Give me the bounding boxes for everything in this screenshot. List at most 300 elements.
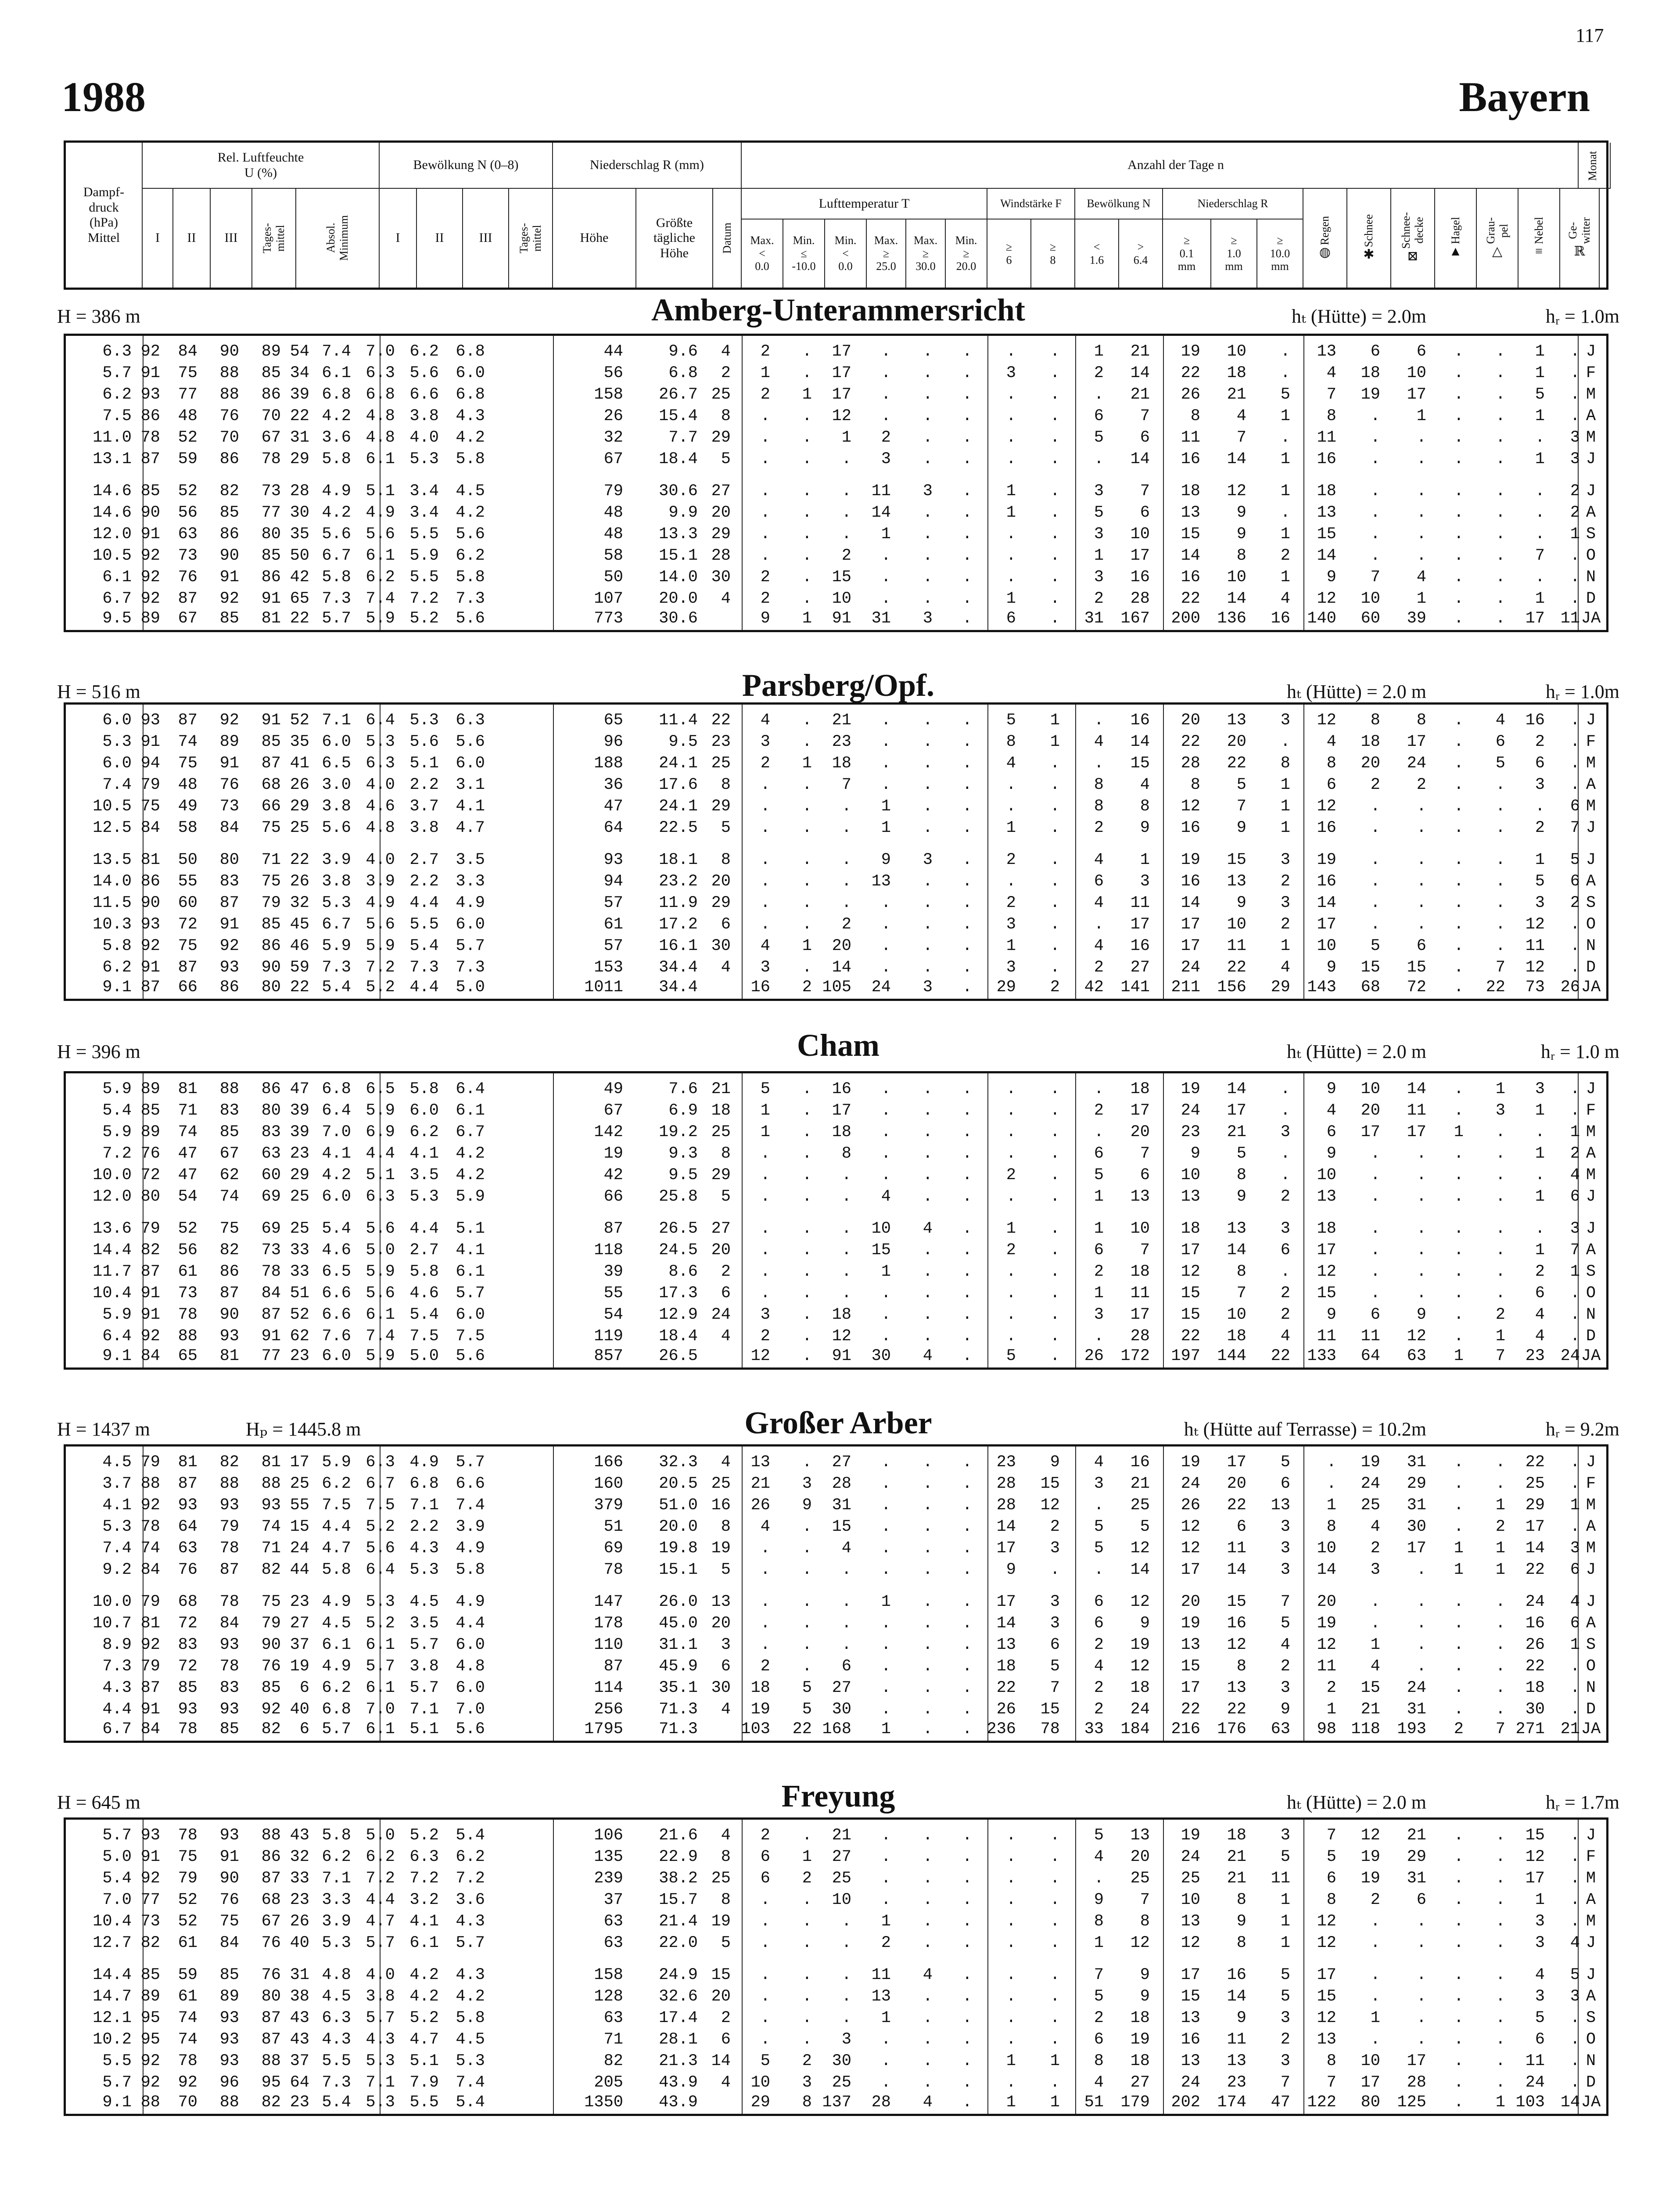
table-cell: . bbox=[802, 915, 812, 934]
table-cell: JA bbox=[1581, 609, 1601, 628]
table-cell: . bbox=[923, 872, 933, 891]
table-cell: 60 bbox=[178, 894, 197, 912]
table-cell: . bbox=[1454, 1284, 1464, 1303]
table-cell: 25.8 bbox=[659, 1187, 698, 1206]
table-cell: 51 bbox=[603, 1518, 623, 1536]
table-cell: 8 bbox=[1326, 2052, 1336, 2070]
table-cell: 61 bbox=[178, 1987, 197, 2006]
table-cell: . bbox=[1495, 1700, 1505, 1719]
table-cell: 4 bbox=[721, 342, 731, 361]
table-cell: . bbox=[962, 1912, 972, 1931]
table-cell: 4.3 bbox=[102, 1679, 132, 1697]
table-cell: 1 bbox=[881, 819, 891, 837]
station-data-table bbox=[64, 1444, 1608, 1743]
table-cell: 4 bbox=[841, 1539, 851, 1558]
table-cell: 9.1 bbox=[102, 2093, 132, 2112]
table-cell: 85 bbox=[140, 1101, 160, 1120]
table-cell: 12.9 bbox=[659, 1306, 698, 1324]
table-cell: 15 bbox=[871, 1241, 891, 1259]
table-cell: 6.7 bbox=[322, 915, 351, 934]
table-cell: 5.7 bbox=[409, 1636, 439, 1654]
table-cell: 63 bbox=[178, 525, 197, 543]
table-cell: 80 bbox=[1361, 2093, 1380, 2112]
table-cell: . bbox=[1570, 1518, 1580, 1536]
table-cell: 857 bbox=[594, 1347, 623, 1365]
table-cell: . bbox=[1495, 568, 1505, 587]
table-cell: . bbox=[1454, 568, 1464, 587]
snow-symbol-icon: ✱ bbox=[1363, 247, 1375, 262]
table-cell: . bbox=[1050, 797, 1060, 816]
table-cell: 27 bbox=[1130, 2073, 1150, 2092]
table-cell: 2 bbox=[1094, 958, 1104, 977]
table-cell: 54 bbox=[290, 342, 309, 361]
table-cell: . bbox=[1416, 1636, 1426, 1654]
table-cell: J bbox=[1586, 1080, 1596, 1098]
table-cell: 92 bbox=[219, 711, 239, 730]
table-cell: 6.7 bbox=[322, 547, 351, 565]
table-cell: 70 bbox=[219, 428, 239, 447]
table-cell: 2 bbox=[1535, 733, 1545, 751]
table-cell: . bbox=[923, 1080, 933, 1098]
table-cell: . bbox=[1454, 2052, 1464, 2070]
table-cell: . bbox=[1416, 2009, 1426, 2027]
table-cell: 6.2 bbox=[322, 1848, 351, 1866]
table-cell: . bbox=[760, 525, 770, 543]
table-cell: 16 bbox=[750, 978, 770, 997]
table-cell: . bbox=[923, 1475, 933, 1493]
table-cell: 88 bbox=[261, 2052, 281, 2070]
table-cell: 80 bbox=[140, 1187, 160, 1206]
table-cell: . bbox=[1006, 568, 1016, 587]
table-cell: 36 bbox=[603, 776, 623, 794]
table-row bbox=[66, 1613, 1606, 1634]
table-cell: . bbox=[1326, 1475, 1336, 1493]
table-cell: 3 bbox=[1140, 872, 1150, 891]
table-cell: . bbox=[1454, 1475, 1464, 1493]
table-cell: 76 bbox=[219, 407, 239, 425]
table-cell: . bbox=[881, 1657, 891, 1676]
table-cell: . bbox=[1454, 1080, 1464, 1098]
table-cell: 6.8 bbox=[322, 1080, 351, 1098]
table-cell: 81 bbox=[140, 851, 160, 869]
table-cell: 23 bbox=[290, 1593, 309, 1611]
table-cell: 88 bbox=[140, 2093, 160, 2112]
table-row bbox=[66, 1326, 1606, 1347]
table-cell: 27 bbox=[711, 1220, 731, 1238]
table-cell: . bbox=[962, 450, 972, 468]
table-cell: 55 bbox=[290, 1496, 309, 1515]
table-cell: 93 bbox=[603, 851, 623, 869]
table-cell: . bbox=[923, 1241, 933, 1259]
table-cell: . bbox=[1370, 428, 1380, 447]
table-cell: S bbox=[1586, 894, 1596, 912]
table-cell: . bbox=[923, 1453, 933, 1472]
table-cell: . bbox=[841, 1561, 851, 1579]
table-cell: . bbox=[1280, 1080, 1290, 1098]
table-cell: 9.5 bbox=[668, 733, 698, 751]
table-cell: 25 bbox=[290, 1475, 309, 1493]
table-cell: 4.2 bbox=[322, 504, 351, 522]
header-hail: Hagel bbox=[1449, 217, 1462, 245]
header-cloud: Bewölkung N (0–8) bbox=[380, 143, 553, 189]
table-cell: A bbox=[1586, 1614, 1596, 1633]
table-cell: J bbox=[1586, 1561, 1596, 1579]
table-cell: 1 bbox=[1535, 1891, 1545, 1909]
table-cell: 82 bbox=[219, 482, 239, 500]
table-cell: . bbox=[1454, 1657, 1464, 1676]
table-row bbox=[66, 1825, 1606, 1846]
table-cell: . bbox=[1570, 1912, 1580, 1931]
table-cell: . bbox=[923, 407, 933, 425]
table-cell: 55 bbox=[178, 872, 197, 891]
table-cell: 5 bbox=[802, 1679, 812, 1697]
table-cell: 16.1 bbox=[659, 937, 698, 955]
table-cell: 65 bbox=[178, 1347, 197, 1365]
table-cell: 15 bbox=[1525, 1826, 1545, 1845]
table-cell: 67 bbox=[603, 450, 623, 468]
table-cell: 90 bbox=[219, 342, 239, 361]
table-cell: . bbox=[802, 894, 812, 912]
table-row bbox=[66, 1965, 1606, 1986]
table-cell: 15 bbox=[832, 1518, 851, 1536]
table-cell: 32 bbox=[290, 894, 309, 912]
table-cell: 4.2 bbox=[456, 1166, 485, 1184]
table-cell: 17 bbox=[1525, 1869, 1545, 1888]
table-cell: 83 bbox=[178, 1636, 197, 1654]
table-cell: . bbox=[1006, 872, 1016, 891]
station-header bbox=[57, 1027, 1619, 1068]
table-cell: 3.3 bbox=[322, 1891, 351, 1909]
table-cell: 8.9 bbox=[102, 1636, 132, 1654]
table-cell: 1 bbox=[1454, 1347, 1464, 1365]
table-cell: . bbox=[923, 2009, 933, 2027]
table-cell: 22 bbox=[1181, 590, 1200, 608]
table-cell: 5.3 bbox=[322, 1934, 351, 1952]
table-cell: . bbox=[923, 1144, 933, 1163]
table-cell: 2 bbox=[802, 978, 812, 997]
table-cell: 26.7 bbox=[659, 385, 698, 404]
table-cell: 1 bbox=[1006, 1220, 1016, 1238]
table-cell: O bbox=[1586, 547, 1596, 565]
table-cell: . bbox=[841, 504, 851, 522]
table-cell: N bbox=[1586, 2052, 1596, 2070]
table-cell: 20 bbox=[1130, 1848, 1150, 1866]
table-cell: . bbox=[881, 1561, 891, 1579]
table-cell: . bbox=[802, 776, 812, 794]
table-cell: . bbox=[962, 872, 972, 891]
table-cell: 5.9 bbox=[102, 1080, 132, 1098]
table-cell: 3 bbox=[1280, 2009, 1290, 2027]
table-cell: 19 bbox=[1317, 851, 1336, 869]
table-cell: 48 bbox=[178, 407, 197, 425]
table-cell: 4 bbox=[1535, 1327, 1545, 1346]
table-cell: 17.3 bbox=[659, 1284, 698, 1303]
table-cell: 24 bbox=[1181, 1848, 1200, 1866]
table-cell: . bbox=[802, 1987, 812, 2006]
table-cell: 10.5 bbox=[93, 797, 132, 816]
table-cell: . bbox=[841, 1966, 851, 1984]
station-hut-height: hₜ (Hütte) = 2.0 m bbox=[1287, 1041, 1426, 1062]
table-cell: 6.0 bbox=[409, 1101, 439, 1120]
table-cell: 106 bbox=[594, 1826, 623, 1845]
table-cell: 4.6 bbox=[366, 797, 395, 816]
table-cell: 18 bbox=[1181, 1220, 1200, 1238]
table-cell: 140 bbox=[1307, 609, 1336, 628]
table-cell: . bbox=[1495, 1826, 1505, 1845]
table-cell: 5.3 bbox=[456, 2052, 485, 2070]
table-cell: . bbox=[1050, 894, 1060, 912]
table-cell: 5 bbox=[1140, 1518, 1150, 1536]
table-cell: . bbox=[1050, 1934, 1060, 1952]
table-cell: . bbox=[1050, 1347, 1060, 1365]
table-cell: 7 bbox=[1140, 1144, 1150, 1163]
table-cell: 9 bbox=[1236, 894, 1246, 912]
table-cell: 25 bbox=[290, 1187, 309, 1206]
table-cell: 1 bbox=[1570, 1123, 1580, 1141]
table-cell: 4 bbox=[1535, 1306, 1545, 1324]
table-cell: 18 bbox=[1227, 364, 1246, 382]
table-cell: 90 bbox=[219, 1306, 239, 1324]
table-cell: . bbox=[1454, 1453, 1464, 1472]
table-cell: . bbox=[881, 1636, 891, 1654]
table-cell: . bbox=[923, 894, 933, 912]
table-cell: 5.7 bbox=[456, 1284, 485, 1303]
table-cell: 72 bbox=[1407, 978, 1426, 997]
header-rel-col-3: III bbox=[211, 189, 252, 288]
table-cell: . bbox=[1454, 1263, 1464, 1281]
table-cell: 8 bbox=[721, 407, 731, 425]
table-cell: . bbox=[760, 1891, 770, 1909]
table-cell: 19 bbox=[1317, 1614, 1336, 1633]
table-cell: . bbox=[1416, 525, 1426, 543]
table-cell: 11 bbox=[1317, 1327, 1336, 1346]
table-cell: 89 bbox=[140, 1987, 160, 2006]
table-cell: 84 bbox=[140, 819, 160, 837]
table-cell: 2 bbox=[760, 568, 770, 587]
table-cell: 7.3 bbox=[322, 590, 351, 608]
table-cell: 21 bbox=[1407, 1826, 1426, 1845]
table-cell: M bbox=[1586, 1496, 1596, 1515]
table-cell: 1 bbox=[1570, 1263, 1580, 1281]
table-cell: 25 bbox=[1361, 1496, 1380, 1515]
table-cell: 2 bbox=[1006, 1241, 1016, 1259]
table-cell: . bbox=[802, 590, 812, 608]
table-cell: 5.3 bbox=[366, 2052, 395, 2070]
table-cell: 6 bbox=[1280, 1475, 1290, 1493]
table-cell: . bbox=[1570, 776, 1580, 794]
table-cell: 28 bbox=[1181, 754, 1200, 773]
table-cell: 29 bbox=[711, 525, 731, 543]
table-cell: 35 bbox=[290, 733, 309, 751]
table-cell: . bbox=[1495, 819, 1505, 837]
table-cell: 19 bbox=[1361, 1869, 1380, 1888]
table-cell: 31 bbox=[1084, 609, 1104, 628]
table-cell: 22 bbox=[1525, 1561, 1545, 1579]
table-cell: 4.4 bbox=[102, 1700, 132, 1719]
table-cell: 23 bbox=[1227, 2073, 1246, 2092]
table-cell: . bbox=[923, 1869, 933, 1888]
table-cell: 16 bbox=[1271, 609, 1290, 628]
table-cell: 92 bbox=[261, 1700, 281, 1719]
table-cell: . bbox=[1370, 797, 1380, 816]
table-cell: 236 bbox=[987, 1720, 1016, 1738]
table-cell: 18 bbox=[1130, 2052, 1150, 2070]
table-cell: 6.4 bbox=[366, 711, 395, 730]
table-cell: . bbox=[923, 1826, 933, 1845]
table-cell: 9.5 bbox=[668, 1166, 698, 1184]
table-cell: . bbox=[881, 1080, 891, 1098]
table-cell: . bbox=[881, 1101, 891, 1120]
table-cell: 80 bbox=[261, 525, 281, 543]
table-cell: 4.3 bbox=[456, 1912, 485, 1931]
table-cell: A bbox=[1586, 872, 1596, 891]
table-cell: 5.8 bbox=[409, 1080, 439, 1098]
table-cell: 2 bbox=[760, 590, 770, 608]
table-cell: 85 bbox=[219, 1720, 239, 1738]
table-cell: 9 bbox=[760, 609, 770, 628]
table-cell: 21 bbox=[1130, 1475, 1150, 1493]
table-cell: 7 bbox=[1094, 1966, 1104, 1984]
table-cell: 46 bbox=[290, 937, 309, 955]
table-cell: . bbox=[1454, 1636, 1464, 1654]
table-cell: 5.8 bbox=[456, 450, 485, 468]
table-cell: 77 bbox=[140, 1891, 160, 1909]
table-cell: 1 bbox=[881, 1263, 891, 1281]
table-cell: 122 bbox=[1307, 2093, 1336, 2112]
table-cell: 2 bbox=[1370, 1539, 1380, 1558]
table-cell: 3 bbox=[923, 978, 933, 997]
table-cell: 22 bbox=[1181, 1327, 1200, 1346]
table-cell: 17.6 bbox=[659, 776, 698, 794]
table-cell: 73 bbox=[261, 1241, 281, 1259]
table-cell: . bbox=[1050, 2030, 1060, 2049]
table-cell: . bbox=[1495, 915, 1505, 934]
table-cell: . bbox=[923, 1848, 933, 1866]
table-cell: . bbox=[1495, 2073, 1505, 2092]
table-cell: 2 bbox=[1280, 1306, 1290, 1324]
table-cell: 7 bbox=[1050, 1679, 1060, 1697]
table-cell: 9 bbox=[1236, 1912, 1246, 1931]
table-cell: 14 bbox=[1560, 2093, 1580, 2112]
table-cell: 86 bbox=[219, 978, 239, 997]
table-cell: J bbox=[1586, 1934, 1596, 1952]
table-cell: . bbox=[1050, 504, 1060, 522]
table-cell: 72 bbox=[178, 1614, 197, 1633]
table-cell: . bbox=[1454, 385, 1464, 404]
table-cell: 58 bbox=[178, 819, 197, 837]
table-cell: . bbox=[923, 819, 933, 837]
table-cell: 1 bbox=[1570, 1496, 1580, 1515]
table-cell: 3 bbox=[1094, 1475, 1104, 1493]
table-cell: 5 bbox=[1094, 1987, 1104, 2006]
table-cell: 21 bbox=[1560, 1720, 1580, 1738]
table-cell: 19 bbox=[711, 1539, 731, 1558]
table-cell: 16 bbox=[1317, 819, 1336, 837]
table-cell: 20 bbox=[711, 1614, 731, 1633]
table-cell: 65 bbox=[290, 590, 309, 608]
table-cell: 7 bbox=[1280, 2073, 1290, 2092]
table-cell: 4 bbox=[1326, 364, 1336, 382]
table-cell: 50 bbox=[178, 851, 197, 869]
table-cell: 60 bbox=[261, 1166, 281, 1184]
table-cell: 4 bbox=[1094, 937, 1104, 955]
table-cell: 6 bbox=[1416, 342, 1426, 361]
table-cell: 93 bbox=[140, 385, 160, 404]
table-cell: 2 bbox=[1370, 1891, 1380, 1909]
station-gauge-height: hᵣ = 1.7m bbox=[1545, 1792, 1619, 1813]
table-cell: 5 bbox=[1006, 711, 1016, 730]
table-cell: 6.3 bbox=[366, 1187, 395, 1206]
table-cell: 22 bbox=[1525, 1453, 1545, 1472]
table-cell: 2 bbox=[1416, 776, 1426, 794]
table-cell: . bbox=[802, 819, 812, 837]
table-cell: 7.2 bbox=[366, 1869, 395, 1888]
table-cell: 17.2 bbox=[659, 915, 698, 934]
table-cell: . bbox=[962, 364, 972, 382]
table-cell: 7.9 bbox=[409, 2073, 439, 2092]
table-cell: . bbox=[1050, 1987, 1060, 2006]
table-cell: 12.1 bbox=[93, 2009, 132, 2027]
table-cell: 44 bbox=[290, 1561, 309, 1579]
table-cell: 31.1 bbox=[659, 1636, 698, 1654]
table-cell: 4.1 bbox=[322, 1144, 351, 1163]
table-cell: 4.2 bbox=[409, 1987, 439, 2006]
table-cell: 18 bbox=[1317, 1220, 1336, 1238]
table-cell: 6 bbox=[1535, 754, 1545, 773]
table-cell: . bbox=[962, 1220, 972, 1238]
table-cell: 24 bbox=[1361, 1475, 1380, 1493]
table-row bbox=[66, 753, 1606, 774]
table-cell: 7 bbox=[1236, 1284, 1246, 1303]
table-cell: 83 bbox=[219, 1679, 239, 1697]
table-cell: 1 bbox=[1535, 851, 1545, 869]
table-cell: . bbox=[760, 776, 770, 794]
table-cell: 2 bbox=[1535, 819, 1545, 837]
table-cell: . bbox=[802, 1518, 812, 1536]
table-cell: . bbox=[1495, 385, 1505, 404]
table-cell: 11 bbox=[1361, 1327, 1380, 1346]
table-cell: 17 bbox=[1407, 733, 1426, 751]
table-cell: 90 bbox=[261, 958, 281, 977]
table-cell: 5 bbox=[1280, 1614, 1290, 1633]
table-cell: 23 bbox=[290, 2093, 309, 2112]
table-cell: 4 bbox=[1236, 407, 1246, 425]
table-cell: 24 bbox=[1407, 754, 1426, 773]
table-cell: . bbox=[1495, 342, 1505, 361]
table-cell: . bbox=[1495, 2030, 1505, 2049]
table-cell: 119 bbox=[594, 1327, 623, 1346]
table-row bbox=[66, 1452, 1606, 1473]
table-cell: 19 bbox=[1361, 385, 1380, 404]
table-cell: . bbox=[1094, 1496, 1104, 1515]
table-cell: 30.6 bbox=[659, 609, 698, 628]
table-cell: . bbox=[923, 385, 933, 404]
table-cell: 85 bbox=[219, 609, 239, 628]
table-cell: 93 bbox=[140, 1826, 160, 1845]
station-hut-height: hₜ (Hütte auf Terrasse) = 10.2m bbox=[1184, 1418, 1426, 1440]
table-cell: 7.2 bbox=[409, 590, 439, 608]
table-cell: 13 bbox=[1317, 342, 1336, 361]
table-cell: . bbox=[923, 525, 933, 543]
table-cell: 10 bbox=[750, 2073, 770, 2092]
table-cell: 92 bbox=[140, 1327, 160, 1346]
table-cell: . bbox=[802, 733, 812, 751]
table-row bbox=[66, 2008, 1606, 2029]
table-cell: 17 bbox=[1525, 1518, 1545, 1536]
table-cell: 15 bbox=[1181, 525, 1200, 543]
table-cell: . bbox=[802, 1453, 812, 1472]
table-cell: . bbox=[962, 547, 972, 565]
